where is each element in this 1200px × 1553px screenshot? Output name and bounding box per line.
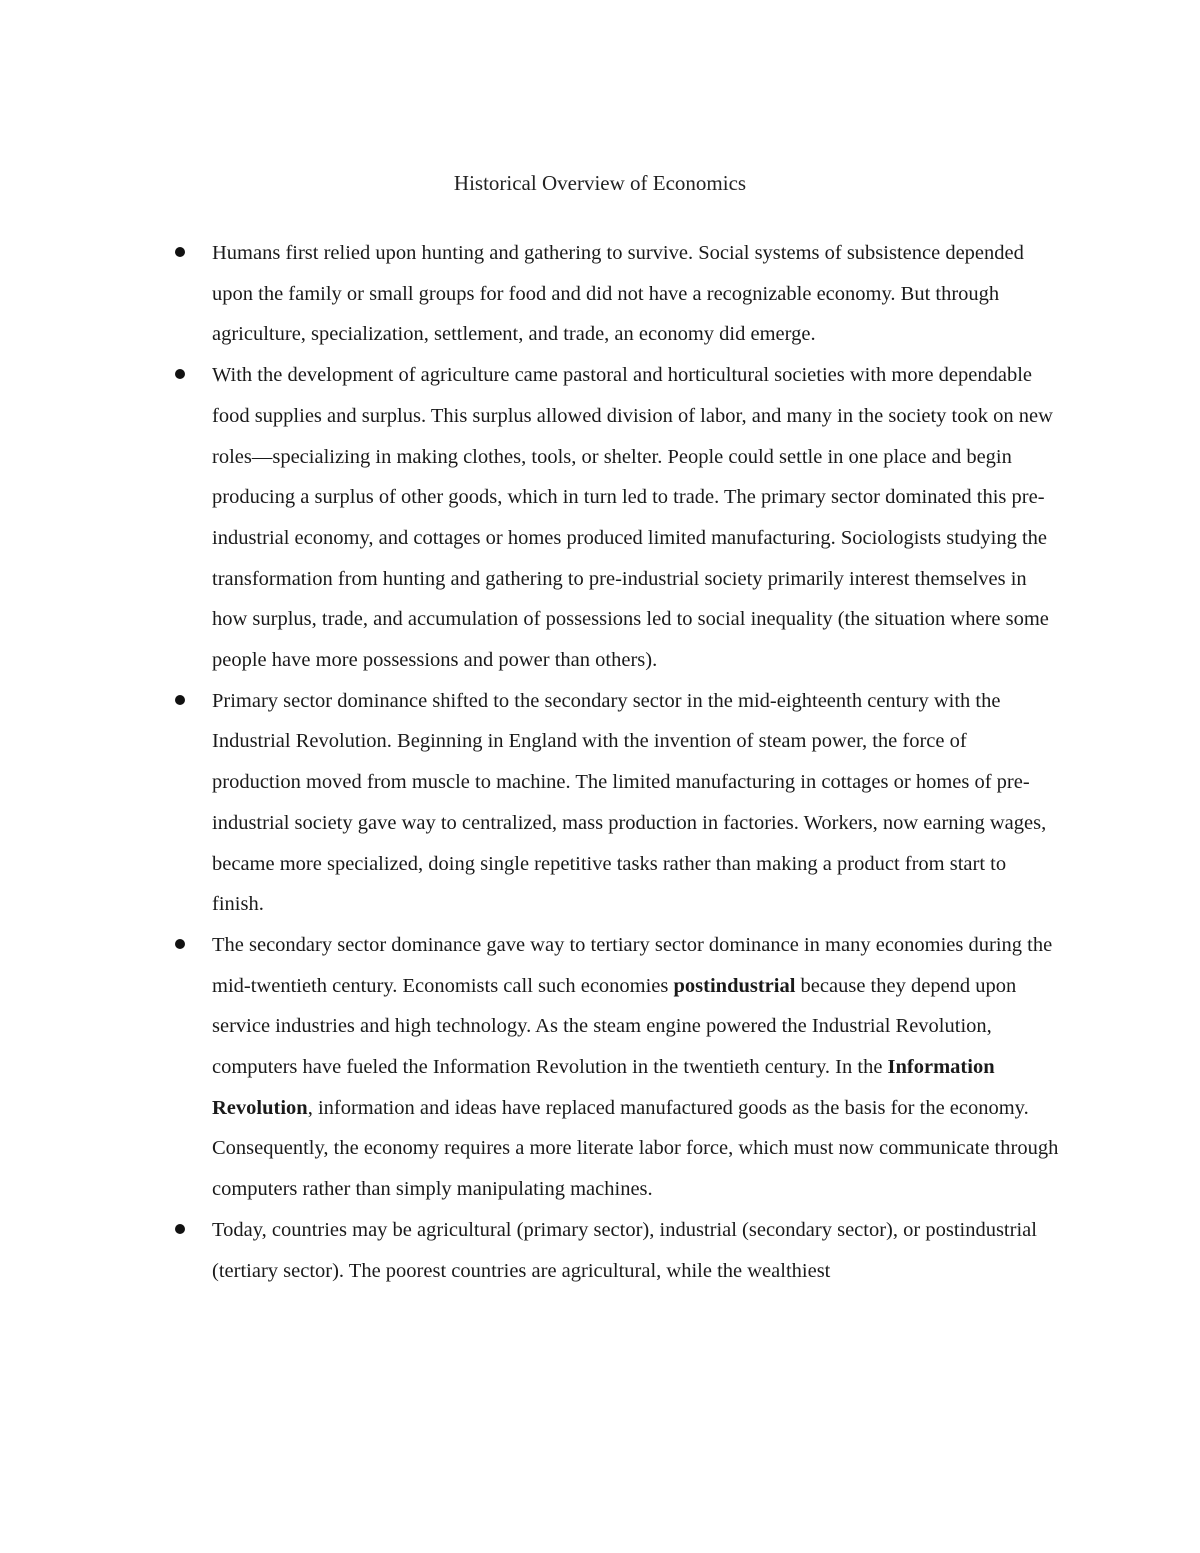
bullet-text: Humans first relied upon hunting and gathering to survive. Social systems of subsistence depended upon the family or small groups for food and did not have a recognizable economy. But through agriculture, specialization, settlement, and trade, an economy did emerge.: [212, 242, 1024, 346]
bullet-icon: [175, 1224, 185, 1234]
bullet-text: Primary sector dominance shifted to the secondary sector in the mid-eighteenth century with the Industrial Revolution. Beginning in England with the invention of steam power, the force of production moved from muscle to machine. The limited manufacturing in cottages or homes of pre-industrial society gave way to centralized, mass production in factories. Workers, now earning wages, became more specialized, doing single repetitive tasks rather than making a product from start to finish.: [212, 689, 1047, 916]
list-item: [160, 233, 1060, 355]
bold-term-postindustrial: postindustrial: [673, 974, 796, 997]
bold-term-information-revolution: Information Revolution: [212, 1056, 995, 1119]
list-item: [160, 681, 1060, 925]
bullet-list: [160, 233, 1060, 1291]
text-segment: , information and ideas have replaced manufactured goods as the basis for the economy. Consequently, the economy requires a more literate labor force, which must now communicate through computers rather than simply manipulating machines.: [212, 1096, 1059, 1201]
list-item: [160, 1210, 1060, 1291]
bullet-text: [212, 925, 1060, 1210]
page-title: Historical Overview of Economics: [453, 171, 747, 195]
bullet-icon: [175, 695, 185, 705]
bullet-icon: [175, 369, 185, 379]
list-item: [160, 925, 1060, 1210]
text-segment: The secondary sector dominance gave way to tertiary sector dominance in many economies during the mid-twentieth century. Economists call such economies: [212, 933, 1053, 997]
list-item: [160, 355, 1060, 681]
bullet-text: Today, countries may be agricultural (primary sector), industrial (secondary sector), or postindustrial (tertiary sector). The poorest countries are agricultural, while the wealthiest: [212, 1218, 1037, 1282]
bullet-icon: [175, 247, 185, 257]
text-segment: because they depend upon service industries and high technology. As the steam engine powered the Industrial Revolution, computers have fueled the Information Revolution in the twentieth century. In the: [212, 974, 1017, 1079]
bullet-icon: [175, 939, 185, 949]
bullet-text: With the development of agriculture came pastoral and horticultural societies with more dependable food supplies and surplus. This surplus allowed division of labor, and many in the society took on new roles—specializing in making clothes, tools, or shelter. People could settle in one place and begin producing a surplus of other goods, which in turn led to trade. The primary sector dominated this pre-industrial economy, and cottages or homes produced limited manufacturing. Sociologists studying the transformation from hunting and gathering to pre-industrial society primarily interest themselves in how surplus, trade, and accumulation of possessions led to social inequality (the situation where some people have more possessions and power than others).: [212, 364, 1053, 672]
